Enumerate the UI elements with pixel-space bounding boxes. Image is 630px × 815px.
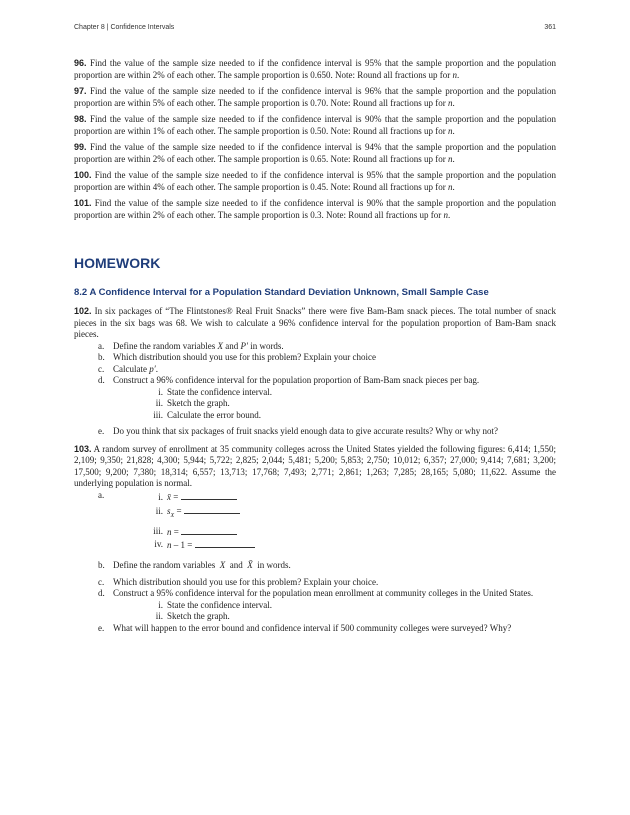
part-c (98, 364, 556, 376)
part-list (98, 490, 556, 635)
subpart-list (153, 490, 556, 552)
answer-blank[interactable] (181, 526, 237, 535)
equals: = (173, 527, 179, 538)
subpart-text: Sketch the graph. (167, 398, 230, 408)
subpart-iii (153, 410, 556, 422)
part-c (98, 577, 556, 589)
part-text: Define the random variables (113, 560, 216, 571)
subpart-label: ii. (155, 505, 163, 516)
symbol-subscript-x: X (170, 512, 175, 519)
part-label: a. (98, 489, 105, 500)
variable-n: n (448, 153, 453, 164)
part-e (98, 623, 556, 635)
problem-end: . (452, 153, 455, 164)
part-b (98, 352, 556, 364)
part-text: Construct a 96% confidence interval for the population proportion of Bam-Bam snack pieces per bag. (113, 375, 480, 385)
problem-101 (74, 198, 556, 221)
problem-number: 98. (74, 114, 87, 124)
homework-103-stem (74, 444, 556, 490)
part-text: Do you think that six packages of fruit snacks yield enough data to give accurate results? Why or why not? (113, 426, 498, 436)
variable-x: X (217, 340, 223, 351)
problem-end: . (452, 125, 455, 136)
homework-103 (74, 444, 556, 635)
problem-number: 99. (74, 142, 87, 152)
variable-x-bar: X̄ (247, 560, 253, 571)
problem-number: 102. (74, 306, 92, 316)
problem-end: . (448, 209, 451, 220)
part-a (98, 490, 556, 552)
problem-99 (74, 142, 556, 165)
problem-number: 103. (74, 443, 92, 454)
page-header (74, 24, 556, 36)
symbol-n: n (167, 527, 172, 538)
problem-text: Find the value of the sample size needed to if the confidence interval is 95% that the sample proportion and the population proportion are within 2% of each other. The sample proportion is 0.650. Note: Round all fractions up for (74, 58, 556, 80)
part-text: Define the random variables (113, 340, 216, 351)
part-list (98, 341, 556, 438)
part-text: in words. (257, 560, 291, 571)
part-text: Which distribution should you use for this problem? Explain your choice (113, 352, 376, 362)
variable-p-prime: P′ (240, 340, 248, 351)
problem-text: Find the value of the sample size needed to if the confidence interval is 95% that the sample proportion and the population proportion are within 4% of each other. The sample proportion is 0.45. Note: Round all fractions up for (74, 170, 557, 192)
variable-n: n (448, 181, 453, 192)
problem-text: In six packages of “The Flintstones® Real Fruit Snacks” there were five Bam-Bam snack pieces. The total number of snack pieces in the six bags was 68. We wish to calculate a 96% confidence interval for the population proportion of Bam-Bam snack pieces. (74, 306, 556, 339)
page-number: 361 (544, 24, 556, 31)
part-d (98, 588, 556, 623)
part-label: d. (98, 375, 105, 385)
subpart-ii (153, 611, 556, 623)
part-text: What will happen to the error bound and confidence interval if 500 community colleges were surveyed? Why? (113, 622, 512, 633)
part-text: Which distribution should you use for this problem? Explain your choice. (113, 576, 379, 587)
problem-end: . (452, 181, 455, 192)
subpart-text: Sketch the graph. (167, 611, 230, 622)
homework-102-stem (74, 306, 556, 341)
homework-heading: HOMEWORK (74, 255, 161, 271)
symbol-s: s (167, 505, 171, 516)
variable-n: n (452, 69, 458, 80)
subpart-label: iii. (153, 409, 163, 420)
part-label: c. (98, 363, 105, 374)
problem-text: A random survey of enrollment at 35 community colleges across the United States yielded the following figures: 6,414; 1,550; 2,109; 9,350; 21,828; 4,300; 5,944; 5,722; 2,825; 2,044; 5,481; 5,200; 5,853; 2,750; 10,012; 6,357; 27,000; 9,414; 7,681; 3,200; 17,500; 9,200; 7,380; 18,314; 6,557; 13,713; 17,768; 7,493; 2,771; 2,861; 1,263; 7,285; 28,165; 5,080; 11,622. Assume the underlying population is normal. (74, 443, 556, 488)
subpart-text: State the confidence interval. (167, 599, 272, 610)
problem-text: Find the value of the sample size needed to if the confidence interval is 90% that the sample proportion and the population proportion are within 1% of each other. The sample proportion is 0.50. Note: Round all fractions up for (74, 114, 556, 136)
part-label: a. (98, 340, 105, 351)
problem-97 (74, 86, 556, 109)
subpart-label: ii. (155, 611, 163, 622)
answer-blank[interactable] (181, 491, 237, 500)
subpart-label: i. (158, 491, 163, 502)
problem-number: 101. (74, 198, 92, 208)
variable-n: n (448, 125, 453, 136)
answer-blank[interactable] (184, 505, 240, 514)
part-label: d. (98, 588, 105, 599)
part-b (98, 560, 556, 572)
problem-end: . (452, 97, 455, 108)
subpart-ii (153, 398, 556, 410)
part-label: b. (98, 352, 105, 362)
problem-100 (74, 170, 556, 193)
subpart-label: iii. (153, 526, 163, 537)
subpart-label: i. (158, 386, 163, 397)
problem-text: Find the value of the sample size needed to if the confidence interval is 96% that the sample proportion and the population proportion are within 5% of each other. The sample proportion is 0.70. Note: Round all fractions up for (74, 86, 556, 108)
part-label: e. (98, 622, 105, 633)
answer-blank[interactable] (195, 539, 255, 548)
minus-one-equals: – 1 = (173, 539, 193, 550)
problem-96 (74, 58, 556, 81)
variable-n: n (448, 97, 453, 108)
equals: = (176, 505, 182, 516)
subpart-label: iv. (154, 538, 163, 549)
section-heading: 8.2 A Confidence Interval for a Population Standard Deviation Unknown, Small Sample Case (74, 287, 489, 298)
part-text: and (225, 340, 239, 351)
part-text: Construct a 95% confidence interval for the population mean enrollment at community colleges in the United States. (113, 588, 534, 599)
subpart-text: State the confidence interval. (167, 386, 272, 397)
part-d (98, 375, 556, 421)
part-text: and (229, 560, 243, 571)
problem-end: . (457, 69, 460, 80)
homework-102 (74, 306, 556, 438)
subpart-label: ii. (155, 398, 163, 408)
subpart-iii (153, 526, 556, 539)
problem-text: Find the value of the sample size needed to if the confidence interval is 90% that the sample proportion and the population proportion are within 2% of each other. The sample proportion is 0.3. Note: Round all fractions up for (74, 198, 557, 220)
subpart-i (153, 490, 556, 504)
chapter-title: Chapter 8 | Confidence Intervals (74, 24, 175, 31)
subpart-iv (153, 539, 556, 552)
page-content (74, 58, 556, 640)
subpart-i (153, 387, 556, 399)
problem-text: Find the value of the sample size needed to if the confidence interval is 94% that the sample proportion and the population proportion are within 2% of each other. The sample proportion is 0.65. Note: Round all fractions up for (74, 142, 556, 164)
part-label: b. (98, 560, 105, 571)
part-label: e. (98, 426, 105, 436)
problem-98 (74, 114, 556, 137)
symbol-n: n (167, 539, 172, 550)
symbol-x-bar: x̄ (167, 491, 171, 502)
subpart-i (153, 600, 556, 612)
part-text: Calculate (113, 363, 147, 374)
problem-number: 100. (74, 170, 92, 180)
part-e (98, 426, 556, 438)
part-a (98, 341, 556, 353)
variable-p-prime: p′ (149, 363, 156, 374)
subpart-label: i. (158, 599, 163, 610)
subpart-list (153, 600, 556, 623)
subpart-list (153, 387, 556, 422)
variable-n: n (443, 209, 449, 220)
problem-number: 97. (74, 86, 87, 96)
part-label: c. (98, 576, 105, 587)
equals: = (173, 491, 179, 502)
problem-number: 96. (74, 58, 87, 68)
part-text: . (155, 363, 158, 374)
subpart-text: Calculate the error bound. (167, 409, 261, 420)
variable-x: X (219, 560, 226, 571)
subpart-ii (153, 504, 556, 523)
part-text: in words. (250, 340, 284, 351)
